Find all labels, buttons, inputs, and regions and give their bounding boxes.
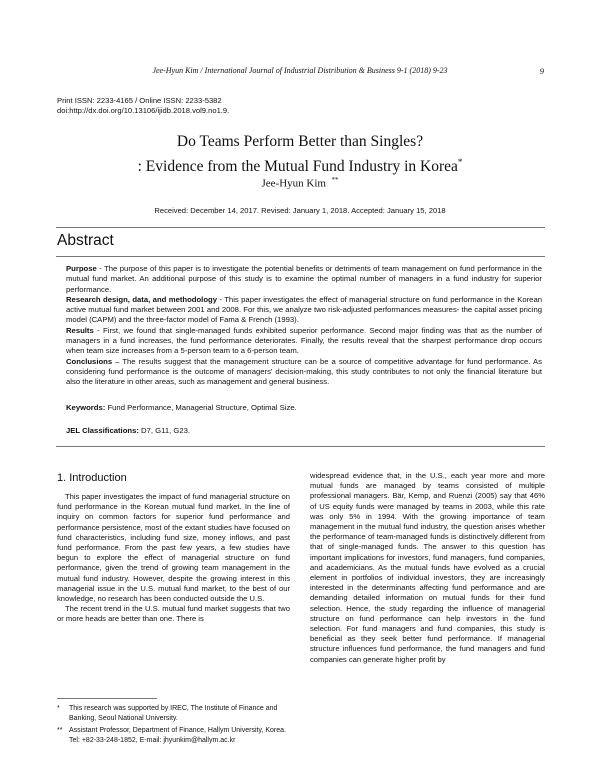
- footnote-marker: **: [57, 727, 63, 734]
- abstract-body: [66, 264, 542, 388]
- left-column: [57, 492, 290, 625]
- divider: [56, 227, 545, 228]
- doi-line: doi:http://dx.doi.org/10.13106/ijidb.2018.vol9.no1.9.: [57, 106, 230, 115]
- jel-classifications: JEL Classifications: D7, G11, G23.: [66, 426, 191, 435]
- paper-title: [0, 131, 600, 177]
- abstract-conclusions: Conclusions – The results suggest that the management structure can be a source of competitive advantage for fund performance. As considering fund performance is the outcome of managers' decision-making, this study contributes to not only the financial literature but also the literature in other areas, such as management and general business.: [66, 356, 542, 387]
- footnote-1: [57, 704, 292, 723]
- keywords: Keywords: Fund Performance, Managerial Structure, Optimal Size.: [66, 403, 297, 412]
- right-column: [310, 471, 545, 665]
- footnote-text: This research was supported by IREC, The Institute of Finance and Banking, Seoul National University.: [69, 705, 278, 722]
- paragraph: widespread evidence that, in the U.S., each year more and more mutual funds are managed by teams consisted of multiple professional managers. Bär, Kemp, and Ruenzi (2005) say that 46% of US equity funds were managed by teams in 2003, while this rate was only 5% in 1994. With the growing importance of team management in the mutual fund industry, the question arises whether the performance of team-managed funds is distinctively different from that of single-managed funds. The answer to this question has important implications for investors, fund managers, fund companies, and academicians. As the mutual funds have evolved as a crucial element in portfolios of individual investors, they are increasingly interested in the determinants affecting fund performance and are demanding detailed information on mutual funds for their fund selection. Hence, the study regarding the influence of managerial structure on fund performance can help investors in the fund selection. For fund managers and fund companies, this study is beneficial as they seek better fund performance. If managerial structure influences fund performance, the fund managers and fund companies can generate higher profit by: [310, 471, 545, 664]
- abstract-results: Results - First, we found that single-managed funds exhibited superior performance. Second major finding was that as the number of managers in a fund increases, the fund performance deteriorates. Finally, the results reveal that the sharpest performance drop occurs when team size increases from a 5-person team to a 6-person team.: [66, 325, 542, 356]
- issn-line: Print ISSN: 2233-4165 / Online ISSN: 2233-5382: [57, 96, 222, 105]
- issn-block: [57, 96, 229, 116]
- abstract-heading: Abstract: [57, 232, 114, 249]
- page-number: 9: [539, 66, 544, 76]
- author-name: Jee-Hyun Kim: [261, 177, 326, 190]
- paragraph: This paper investigates the impact of fund managerial structure on fund performance in the Korean mutual fund market. In the line of inquiry on common factors for superior fund performance and performance persistence, most of the extant studies have focused on fund characteristics, including fund size, money inflows, and past fund performance. From the past few years, a few studies have begun to explore the effect of managerial structure on fund performance, given the trend of growing team management in the mutual fund industry. However, despite the growing interest in this managerial issue in the U.S. mutual fund market, to the best of our knowledge, no research has been conducted outside the U.S.: [57, 492, 290, 604]
- divider: [56, 446, 545, 447]
- title-footnote-marker: *: [457, 157, 463, 167]
- received-dates: Received: December 14, 2017. Revised: January 1, 2018. Accepted: January 15, 2018: [154, 206, 446, 215]
- footnote-divider: [57, 698, 157, 699]
- footnote-marker: *: [57, 705, 60, 712]
- running-head: Jee-Hyun Kim / International Journal of Industrial Distribution & Business 9-1 (2018) 9-23: [152, 66, 448, 75]
- abstract-design: Research design, data, and methodology - This paper investigates the effect of managerial structure on fund performance in the Korean active mutual fund market between 2001 and 2008. For this, we analyze two risk-adjusted performances measures- the capital asset pricing model (CAPM) and the three-factor model of Fama & French (1993).: [66, 294, 543, 325]
- footnote-2: [57, 726, 292, 745]
- abstract-purpose: Purpose - The purpose of this paper is to investigate the potential benefits or detriments of team management on fund performance in the mutual fund market. An additional purpose of this study is to examine the optimal number of managers in a fund industry for superior performance.: [66, 264, 542, 294]
- footnote-text: Assistant Professor, Department of Finance, Hallym University, Korea. Tel: +82-33-248-1852, E-mail: jhyunkim@hallym.ac.kr: [69, 727, 286, 744]
- divider: [56, 256, 545, 257]
- title-line-1: Do Teams Perform Better than Singles?: [176, 133, 424, 150]
- section-heading: 1. Introduction: [57, 472, 127, 484]
- author-footnote-marker: **: [331, 176, 339, 184]
- author: [0, 176, 600, 190]
- paragraph: The recent trend in the U.S. mutual fund market suggests that two or more heads are better than one. There is: [57, 604, 290, 624]
- title-line-2: : Evidence from the Mutual Fund Industry in Korea*: [137, 157, 463, 176]
